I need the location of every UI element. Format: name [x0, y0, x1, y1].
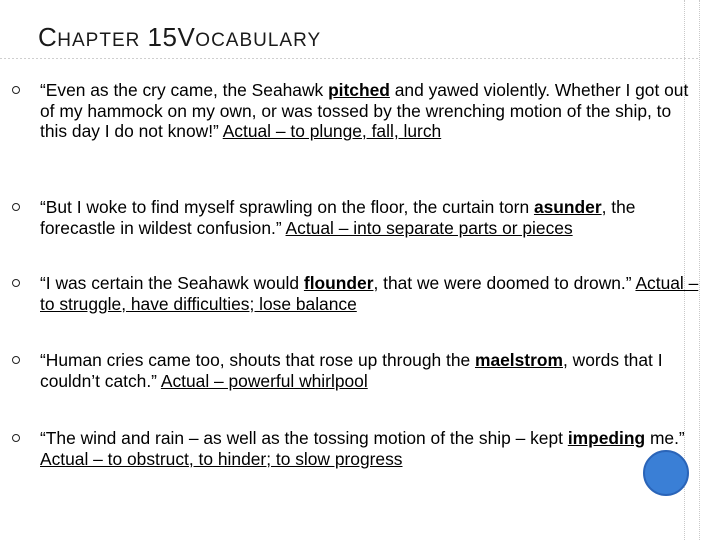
vocab-word: asunder [533, 197, 602, 217]
vocab-bullet-maelstrom [12, 350, 702, 391]
bullet-text: “Even as the cry came, the Seahawk pitched and yawed violently. Whether I got out of my hammock on my own, or was tossed by the wrenching motion of the ship, to this day I do not know!” Actual – to plunge, fall, lurch [40, 80, 689, 141]
bullet-text: “But I woke to find myself sprawling on the floor, the curtain torn asunder, the forecastle in wildest confusion.” Actual – into separate parts or pieces [40, 197, 636, 238]
vocab-bullet-impeding [12, 428, 702, 469]
definition: Actual – into separate parts or pieces [285, 217, 573, 238]
vocab-word: pitched [328, 80, 390, 100]
bullet-circle-icon [12, 86, 20, 94]
decorative-blue-circle [643, 450, 689, 496]
bullet-circle-icon [12, 279, 20, 287]
vocab-bullet-pitched [12, 80, 702, 142]
vocab-word: maelstrom [475, 350, 563, 370]
title-divider [0, 58, 700, 59]
bullet-circle-icon [12, 203, 20, 211]
bullet-text: “The wind and rain – as well as the tossing motion of the ship – kept impeding me.” Actual – to obstruct, to hinder; to slow progress [40, 428, 685, 469]
bullet-text: “Human cries came too, shouts that rose up through the maelstrom, words that I couldn’t catch.” Actual – powerful whirlpool [40, 350, 663, 391]
vocab-bullet-asunder [12, 197, 702, 238]
vocab-word: impeding [567, 428, 646, 448]
bullet-circle-icon [12, 356, 20, 364]
vocab-word: flounder [303, 273, 374, 293]
definition: Actual – to plunge, fall, lurch [222, 121, 442, 141]
bullet-circle-icon [12, 434, 20, 442]
vocab-bullet-flounder [12, 273, 702, 314]
definition: Actual – to struggle, have difficulties; lose balance [40, 273, 699, 314]
slide-title: CHAPTER 15VOCABULARY [38, 22, 322, 52]
definition: Actual – to obstruct, to hinder; to slow progress [40, 448, 403, 469]
definition: Actual – powerful whirlpool [160, 370, 368, 391]
bullet-text: “I was certain the Seahawk would flounder, that we were doomed to drown.” Actual – to struggle, have difficulties; lose balance [40, 273, 699, 314]
